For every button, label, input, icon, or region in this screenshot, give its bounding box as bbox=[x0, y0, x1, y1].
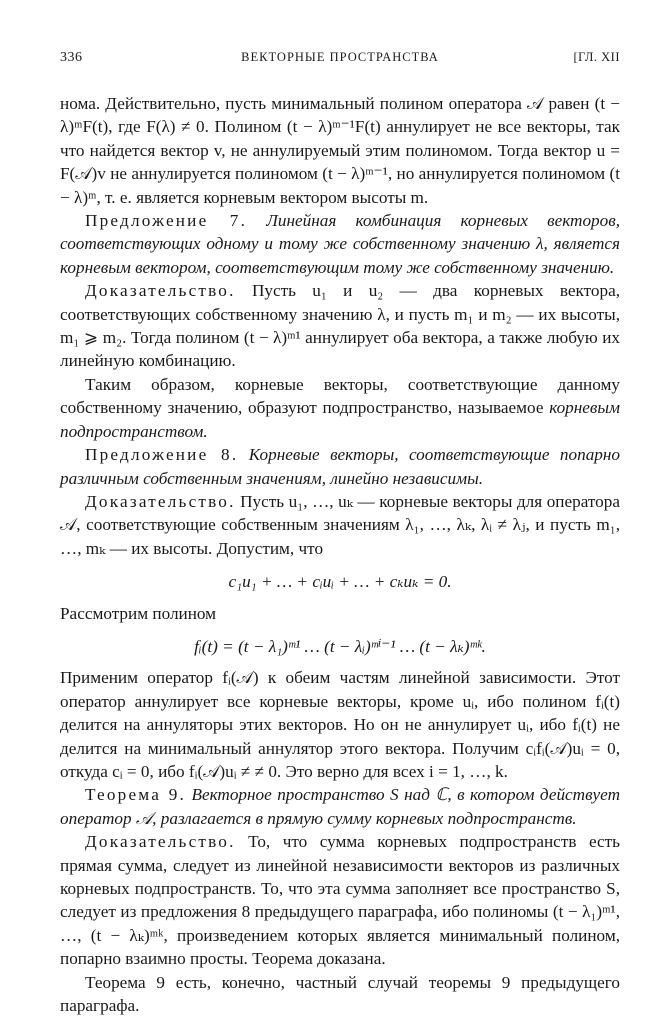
theorem-9-text: Векторное пространство S над ℂ, в котором действует оператор 𝒜, разлагается в прямую сумму корневых подпространств. bbox=[60, 785, 620, 828]
chapter-label: [ГЛ. XII bbox=[573, 50, 620, 64]
paragraph-final-remark: Теорема 9 есть, конечно, частный случай теоремы 9 предыдущего параграфа. bbox=[60, 972, 620, 1016]
proof-8 bbox=[60, 490, 620, 560]
proposition-7-label: Предложение 7. bbox=[85, 211, 248, 231]
root-subspace-term: корневым подпространством. bbox=[60, 398, 620, 441]
proposition-8-text: Корневые векторы, соответствующие попарно различным собственным значениям, линейно независимы. bbox=[60, 445, 621, 488]
paragraph-consider-polynomial: Рассмотрим полином bbox=[60, 603, 217, 623]
paragraph-root-subspace bbox=[60, 373, 620, 443]
formula-polynomial-fi: fᵢ(t) = (t − λ₁)ᵐ¹ … (t − λᵢ)ᵐⁱ⁻¹ … (t − λₖ)ᵐᵏ. bbox=[194, 636, 486, 656]
paragraph-root-vector-height: нома. Действительно, пусть минимальный полином оператора 𝒜 равен (t − λ)ᵐF(t), где F(λ) ≠ 0. Полином (t − λ)ᵐ⁻¹F(t) аннулирует не все векторы, так что найдется вектор v, не аннулируемый этим полиномом. Тогда вектор u = F(𝒜)v не аннулируется полиномом (t − λ)ᵐ⁻¹, но аннулируется полиномом (t − λ)ᵐ, т. е. является корневым вектором высоты m. bbox=[60, 94, 620, 207]
proof-9-text: То, что сумма корневых подпространств есть прямая сумма, следует из линейной независимости векторов из различных корневых подпространств. То, что эта сумма заполняет все пространство S, следует из предложения 8 предыдущего параграфа, ибо полиномы (t − λ₁)ᵐ¹, …, (t − λₖ)ᵐᵏ, произведением которых является минимальный полином, попарно взаимно просты. Теорема доказана. bbox=[60, 832, 620, 969]
proposition-7-text: Линейная комбинация корневых векторов, соответствующих одному и тому же собственному значению λ, является корневым вектором, соответствующим тому же собственному значению. bbox=[60, 211, 621, 277]
proof-8-text: Пусть u₁, …, uₖ — корневые векторы для оператора 𝒜, соответствующие собственным значениям λ₁, …, λₖ, λᵢ ≠ λⱼ, и пусть m₁, …, mₖ — их высоты. Допустим, что bbox=[60, 491, 620, 558]
proof-7 bbox=[60, 279, 620, 373]
proof-7-label: Доказательство. bbox=[85, 281, 236, 301]
proposition-8 bbox=[60, 443, 620, 490]
proposition-7 bbox=[60, 209, 620, 279]
page-number: 336 bbox=[60, 50, 83, 65]
running-title: ВЕКТОРНЫЕ ПРОСТРАНСТВА bbox=[241, 50, 439, 64]
proof-8-label: Доказательство. bbox=[85, 491, 236, 511]
page-header bbox=[60, 50, 620, 72]
proposition-8-label: Предложение 8. bbox=[85, 445, 239, 465]
root-subspace-text: Таким образом, корневые векторы, соответствующие данному собственному значению, образуют подпространство, называемое bbox=[60, 374, 620, 418]
page-body bbox=[60, 92, 620, 1017]
proof-9-label: Доказательство. bbox=[85, 832, 236, 852]
theorem-9 bbox=[60, 783, 620, 830]
paragraph-apply-operator: Применим оператор fᵢ(𝒜) к обеим частям линейной зависимости. Этот оператор аннулирует все корневые векторы, кроме uᵢ, ибо полином fᵢ(t) делится на аннуляторы этих векторов. Но он не аннулирует uᵢ, ибо fᵢ(t) не делится на минимальный аннулятор этого вектора. Получим cᵢfᵢ(𝒜)uᵢ = 0, откуда cᵢ = 0, ибо fᵢ(𝒜)uᵢ ≠ ≠ 0. Это верно для всех i = 1, …, k. bbox=[60, 668, 620, 781]
formula-linear-dependence: c₁u₁ + … + cᵢuᵢ + … + cₖuₖ = 0. bbox=[228, 572, 452, 592]
proof-7-text: Пусть u₁ и u₂ — два корневых вектора, соответствующих собственному значению λ, и пусть m₁ и m₂ — их высоты, m₁ ⩾ m₂. Тогда полином (t − λ)ᵐ¹ аннулирует оба вектора, а также любую их линейную комбинацию. bbox=[60, 281, 621, 371]
theorem-9-label: Теорема 9. bbox=[85, 785, 187, 805]
proof-9 bbox=[60, 830, 620, 970]
